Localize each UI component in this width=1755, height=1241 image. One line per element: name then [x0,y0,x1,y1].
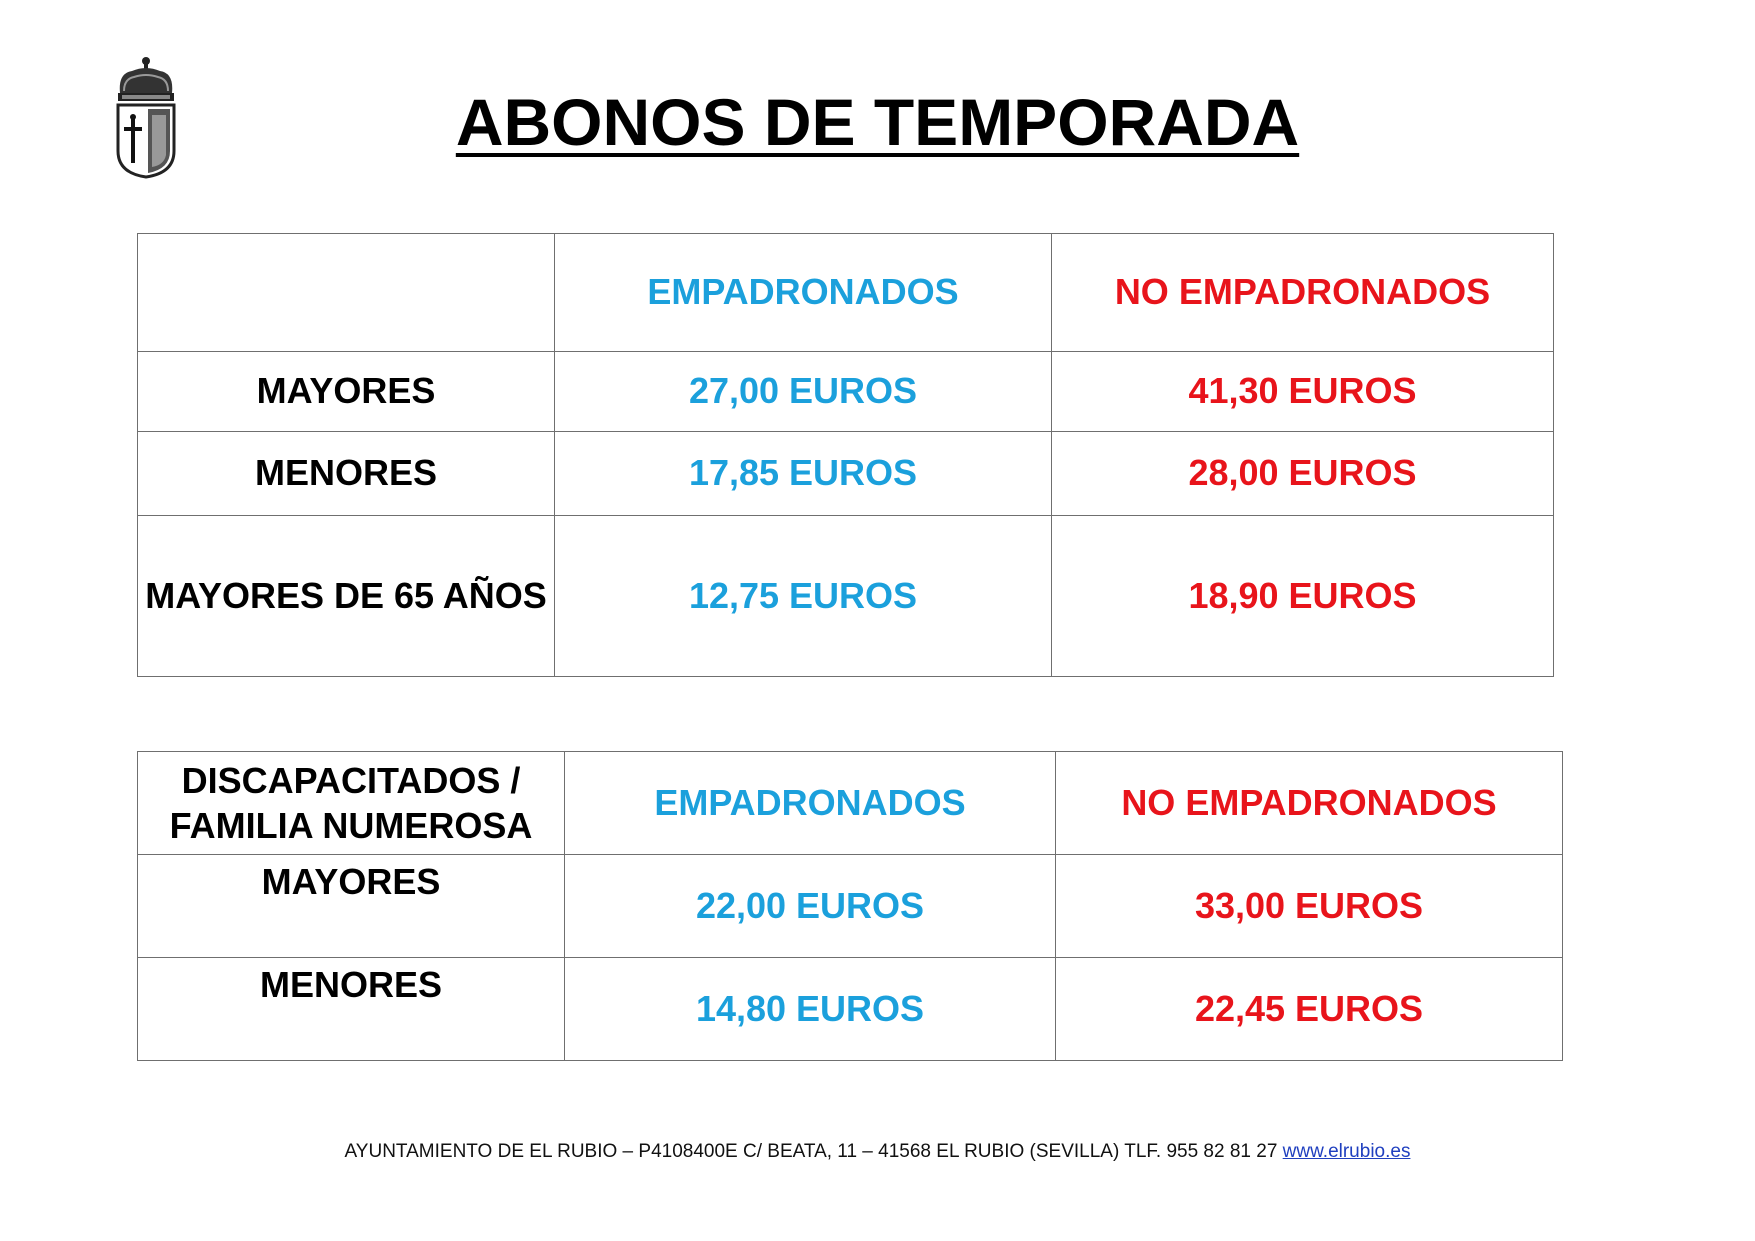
header-category-line2: FAMILIA NUMEROSA [169,805,533,846]
price-no-empadronados: 22,45 EUROS [1056,958,1563,1061]
header-category-line1: DISCAPACITADOS / [181,760,521,801]
discount-pass-table [137,751,1563,1061]
page-title-text: ABONOS DE TEMPORADA [455,85,1300,159]
header-empadronados: EMPADRONADOS [565,752,1056,855]
header-category-cell [138,752,565,855]
price-no-empadronados: 28,00 EUROS [1052,432,1554,516]
price-empadronados: 17,85 EUROS [555,432,1052,516]
table-row [138,432,1554,516]
table-header-row [138,234,1554,352]
footer [0,1141,1755,1163]
page-title [0,82,1755,162]
row-category: MAYORES [138,352,555,432]
header-no-empadronados: NO EMPADRONADOS [1052,234,1554,352]
header-no-empadronados: NO EMPADRONADOS [1056,752,1563,855]
table-row [138,855,1563,958]
table-row [138,352,1554,432]
table-header-row [138,752,1563,855]
table-row [138,516,1554,677]
header-category-cell [138,234,555,352]
footer-address: AYUNTAMIENTO DE EL RUBIO – P4108400E C/ BEATA, 11 – 41568 EL RUBIO (SEVILLA) TLF. 955 82 81 27 [344,1141,1283,1162]
table-row [138,958,1563,1061]
price-empadronados: 27,00 EUROS [555,352,1052,432]
season-pass-table [137,233,1554,677]
row-category: MAYORES DE 65 AÑOS [138,516,555,677]
price-empadronados: 14,80 EUROS [565,958,1056,1061]
price-empadronados: 22,00 EUROS [565,855,1056,958]
row-category: MENORES [138,958,565,1061]
row-category: MAYORES [138,855,565,958]
price-empadronados: 12,75 EUROS [555,516,1052,677]
footer-website-link[interactable]: www.elrubio.es [1282,1141,1411,1162]
header-empadronados: EMPADRONADOS [555,234,1052,352]
price-no-empadronados: 33,00 EUROS [1056,855,1563,958]
price-no-empadronados: 18,90 EUROS [1052,516,1554,677]
row-category: MENORES [138,432,555,516]
price-no-empadronados: 41,30 EUROS [1052,352,1554,432]
